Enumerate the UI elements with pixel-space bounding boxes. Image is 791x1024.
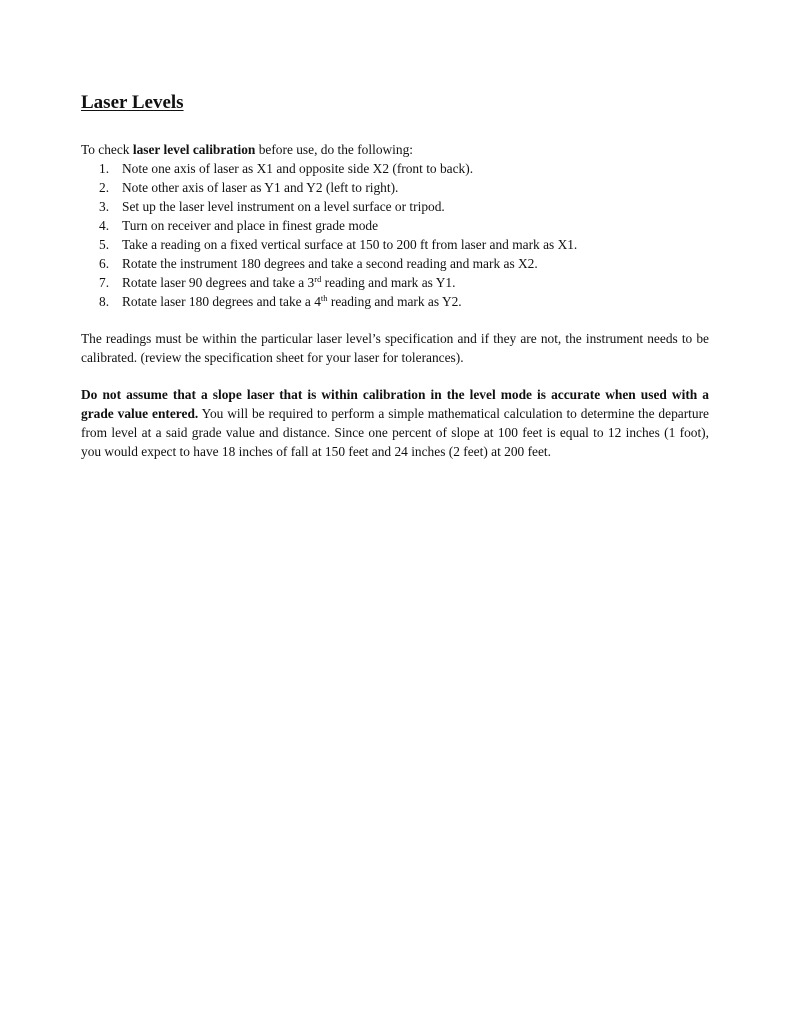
calibration-steps-list (81, 159, 709, 311)
step-number: 3. (99, 199, 110, 214)
step-text: Rotate the instrument 180 degrees and take a second reading and mark as X2. (122, 256, 538, 271)
document-body (81, 140, 709, 461)
paragraph-spacer (81, 367, 709, 385)
step-number: 8. (99, 294, 110, 309)
intro-text-after: before use, do the following: (255, 142, 414, 157)
slope-laser-paragraph (81, 385, 709, 461)
list-item (81, 235, 709, 254)
list-item (81, 273, 709, 292)
page-title: Laser Levels (81, 92, 184, 113)
list-item (81, 197, 709, 216)
step-text: Rotate laser 180 degrees and take a 4 (122, 294, 321, 309)
step-number: 2. (99, 180, 110, 195)
intro-text-before: To check (81, 142, 133, 157)
step-text-after: reading and mark as Y1. (321, 275, 456, 290)
list-item (81, 178, 709, 197)
step-text: Note one axis of laser as X1 and opposite side X2 (front to back). (122, 161, 474, 176)
step-text: Set up the laser level instrument on a level surface or tripod. (122, 199, 445, 214)
list-item (81, 254, 709, 273)
step-number: 7. (99, 275, 110, 290)
step-number: 6. (99, 256, 110, 271)
list-item (81, 216, 709, 235)
paragraph-spacer (81, 311, 709, 329)
step-text: Turn on receiver and place in finest grade mode (122, 218, 379, 233)
ordinal-suffix: rd (314, 274, 322, 284)
step-text: Rotate laser 90 degrees and take a 3 (122, 275, 315, 290)
intro-paragraph (81, 140, 709, 159)
specification-paragraph: The readings must be within the particular laser level’s specification and if they are not, the instrument needs to be calibrated. (review the specification sheet for your laser for tolerances). (81, 331, 709, 365)
step-number: 4. (99, 218, 110, 233)
step-text: Take a reading on a fixed vertical surface at 150 to 200 ft from laser and mark as X1. (122, 237, 578, 252)
step-text-after: reading and mark as Y2. (327, 294, 462, 309)
step-text: Note other axis of laser as Y1 and Y2 (left to right). (122, 180, 399, 195)
list-item (81, 292, 709, 311)
list-item (81, 159, 709, 178)
ordinal-suffix: th (320, 293, 328, 303)
slope-explanation-text: You will be required to perform a simple mathematical calculation to determine the departure from level at a said grade value and distance. Since one percent of slope at 100 feet is equal to 12 inches (1 foot), you would expect to have 18 inches of fall at 150 feet and 24 inches (2 feet) at 200 feet. (81, 406, 709, 459)
step-number: 1. (99, 161, 110, 176)
slope-warning-bold: Do not assume that a slope laser that is within calibration in the level mode is accurate when used with a grade value entered. (81, 387, 709, 421)
step-number: 5. (99, 237, 110, 252)
intro-bold-text: laser level calibration (132, 142, 256, 157)
